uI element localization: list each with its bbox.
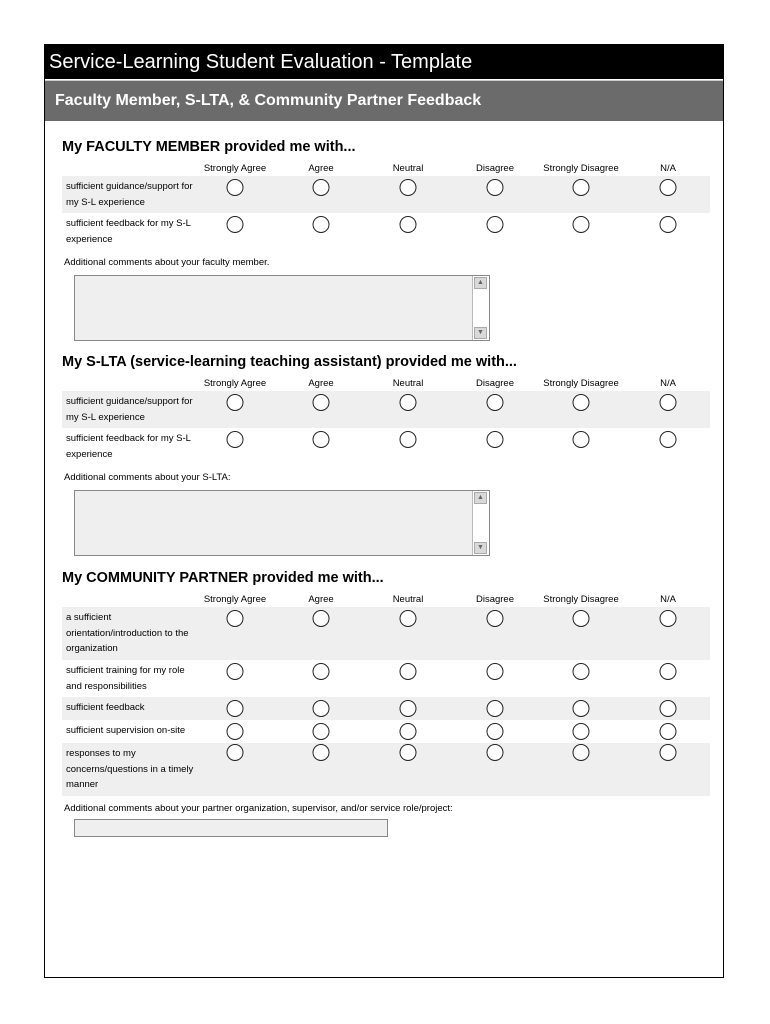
radio-strongly-agree[interactable] [227,216,244,233]
col-strongly-disagree: Strongly Disagree [543,378,619,389]
radio-disagree[interactable] [487,723,504,740]
col-agree: Agree [308,163,334,174]
radio-strongly-agree[interactable] [227,179,244,196]
scroll-up-icon[interactable]: ▲ [474,492,487,504]
col-agree: Agree [308,594,334,605]
radio-neutral[interactable] [400,216,417,233]
col-strongly-disagree: Strongly Disagree [543,594,619,605]
row-label: sufficient feedback [66,702,145,713]
partner-row-feedback [62,697,710,720]
row-label: sufficient training for my role and responsibilities [66,665,185,692]
radio-strongly-agree[interactable] [227,663,244,680]
radio-neutral[interactable] [400,179,417,196]
radio-agree[interactable] [313,610,330,627]
partner-row-responses [62,743,710,796]
row-label: responses to my concerns/questions in a timely manner [66,748,194,790]
row-label: sufficient guidance/support for my S-L experience [66,396,193,423]
radio-neutral[interactable] [400,431,417,448]
radio-disagree[interactable] [487,744,504,761]
radio-na[interactable] [660,744,677,761]
row-label: sufficient guidance/support for my S-L experience [66,181,193,208]
radio-na[interactable] [660,179,677,196]
radio-agree[interactable] [313,179,330,196]
radio-neutral[interactable] [400,744,417,761]
partner-section-title: My COMMUNITY PARTNER provided me with... [62,570,384,586]
radio-strongly-agree[interactable] [227,744,244,761]
col-neutral: Neutral [392,378,424,389]
scrollbar[interactable] [472,491,489,555]
row-label: a sufficient orientation/introduction to the organization [66,612,189,654]
radio-strongly-agree[interactable] [227,394,244,411]
radio-neutral[interactable] [400,394,417,411]
col-na: N/A [660,594,676,605]
radio-strongly-disagree[interactable] [573,179,590,196]
radio-disagree[interactable] [487,431,504,448]
radio-agree[interactable] [313,663,330,680]
col-na: N/A [660,163,676,174]
radio-agree[interactable] [313,723,330,740]
partner-row-supervision [62,720,710,743]
faculty-section-title: My FACULTY MEMBER provided me with... [62,139,356,155]
form-title: Service-Learning Student Evaluation - Template [45,45,723,79]
row-label: sufficient feedback for my S-L experience [66,218,191,245]
radio-na[interactable] [660,431,677,448]
radio-disagree[interactable] [487,663,504,680]
faculty-comment-label: Additional comments about your faculty member. [64,257,270,268]
radio-disagree[interactable] [487,394,504,411]
radio-na[interactable] [660,610,677,627]
radio-agree[interactable] [313,431,330,448]
scroll-down-icon[interactable]: ▼ [474,327,487,339]
col-agree: Agree [308,378,334,389]
radio-strongly-disagree[interactable] [573,394,590,411]
radio-strongly-disagree[interactable] [573,431,590,448]
radio-disagree[interactable] [487,610,504,627]
radio-strongly-agree[interactable] [227,431,244,448]
slta-section-title: My S-LTA (service-learning teaching assistant) provided me with... [62,354,517,370]
radio-agree[interactable] [313,700,330,717]
radio-strongly-agree[interactable] [227,723,244,740]
radio-neutral[interactable] [400,723,417,740]
radio-strongly-disagree[interactable] [573,610,590,627]
radio-neutral[interactable] [400,700,417,717]
col-strongly-disagree: Strongly Disagree [543,163,619,174]
form-subtitle: Faculty Member, S-LTA, & Community Partner Feedback [45,80,723,121]
radio-na[interactable] [660,663,677,680]
col-strongly-agree: Strongly Agree [203,378,267,389]
radio-agree[interactable] [313,216,330,233]
col-neutral: Neutral [392,594,424,605]
radio-agree[interactable] [313,744,330,761]
col-na: N/A [660,378,676,389]
radio-disagree[interactable] [487,179,504,196]
radio-na[interactable] [660,700,677,717]
radio-strongly-agree[interactable] [227,610,244,627]
radio-na[interactable] [660,216,677,233]
row-label: sufficient supervision on-site [66,725,186,736]
radio-neutral[interactable] [400,663,417,680]
evaluation-form [44,44,724,978]
partner-comment-label: Additional comments about your partner organization, supervisor, and/or service role/project: [64,803,453,814]
radio-neutral[interactable] [400,610,417,627]
radio-na[interactable] [660,723,677,740]
slta-row-guidance [62,391,710,428]
radio-strongly-disagree[interactable] [573,700,590,717]
radio-agree[interactable] [313,394,330,411]
faculty-comment-textarea[interactable] [74,275,490,341]
radio-strongly-disagree[interactable] [573,744,590,761]
slta-comment-textarea[interactable] [74,490,490,556]
faculty-row-guidance [62,176,710,213]
scroll-down-icon[interactable]: ▼ [474,542,487,554]
partner-row-training [62,660,710,697]
partner-comment-input[interactable] [74,819,388,837]
slta-comment-label: Additional comments about your S-LTA: [64,472,231,483]
faculty-row-feedback [62,213,710,250]
radio-strongly-disagree[interactable] [573,663,590,680]
radio-strongly-disagree[interactable] [573,216,590,233]
col-strongly-agree: Strongly Agree [203,594,267,605]
radio-strongly-disagree[interactable] [573,723,590,740]
col-strongly-agree: Strongly Agree [203,163,267,174]
col-disagree: Disagree [475,378,515,389]
partner-row-orientation [62,607,710,660]
radio-na[interactable] [660,394,677,411]
radio-strongly-agree[interactable] [227,700,244,717]
radio-disagree[interactable] [487,216,504,233]
scroll-up-icon[interactable]: ▲ [474,277,487,289]
col-neutral: Neutral [392,163,424,174]
radio-disagree[interactable] [487,700,504,717]
col-disagree: Disagree [475,163,515,174]
col-disagree: Disagree [475,594,515,605]
row-label: sufficient feedback for my S-L experience [66,433,191,460]
slta-row-feedback [62,428,710,465]
scrollbar[interactable] [472,276,489,340]
